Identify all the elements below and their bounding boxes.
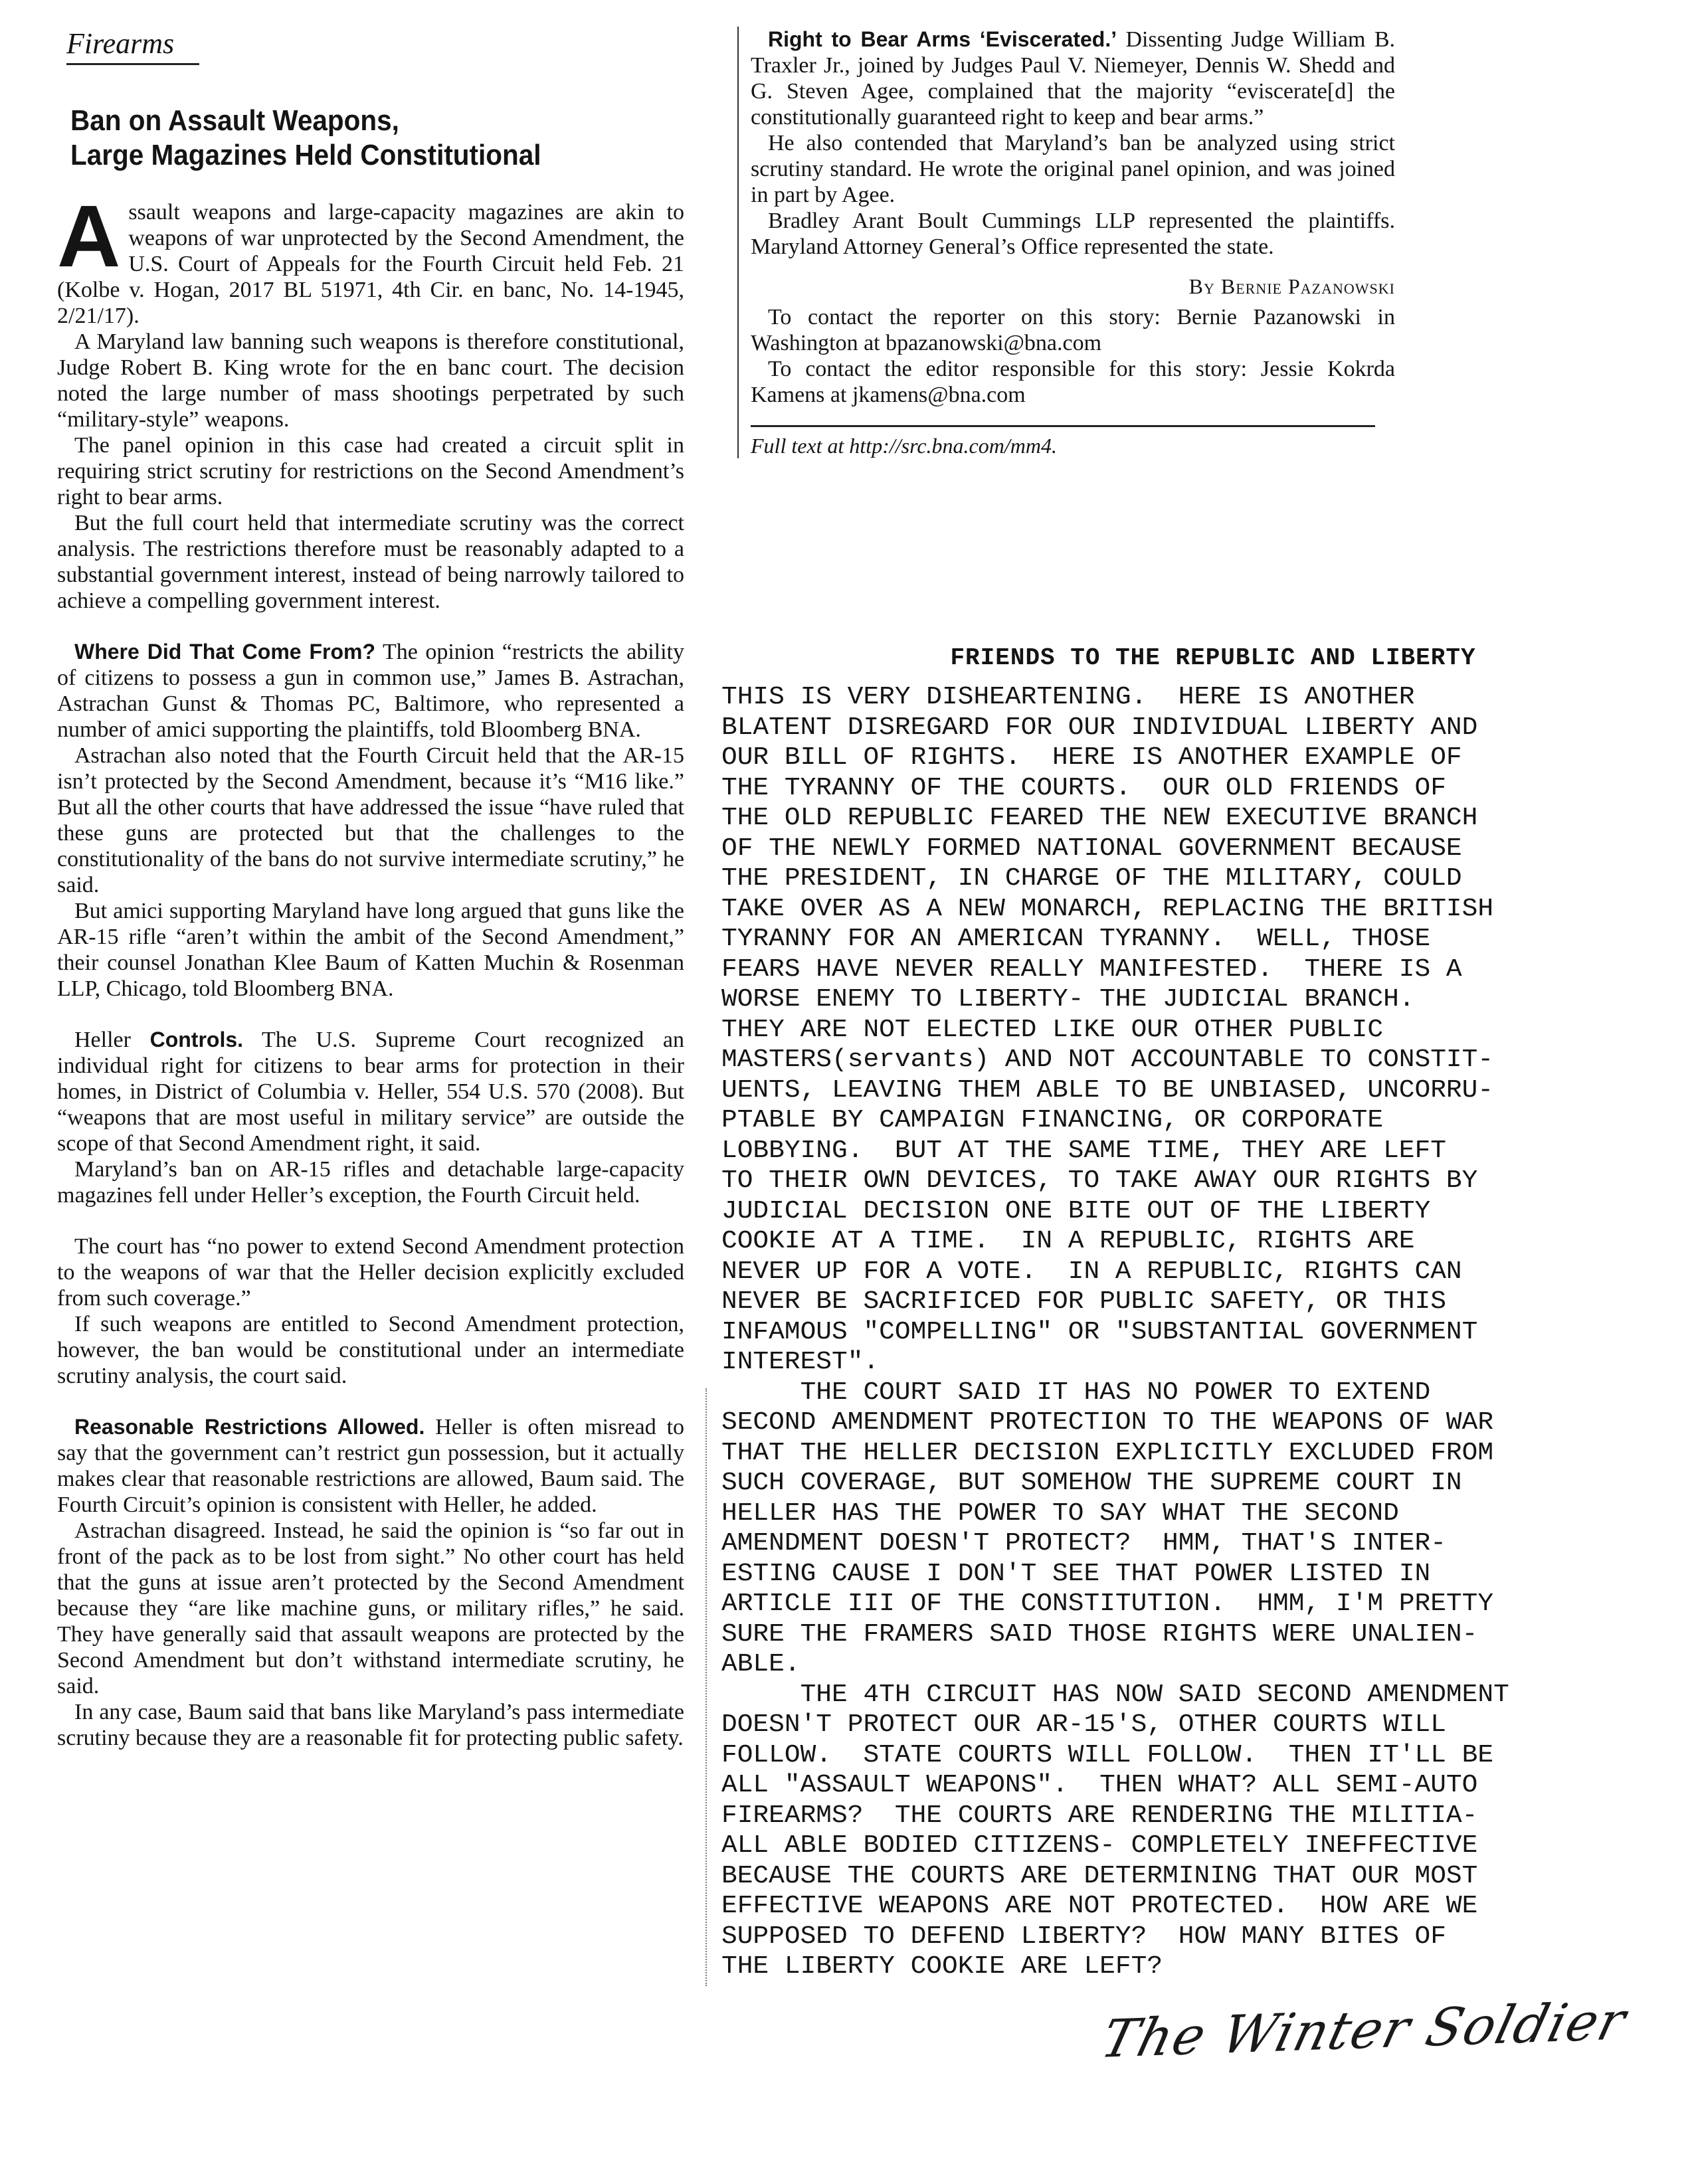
- letter-line: THE COURT SAID IT HAS NO POWER TO EXTEND: [721, 1378, 1431, 1407]
- letter-line: SURE THE FRAMERS SAID THOSE RIGHTS WERE UNALIEN-: [721, 1619, 1478, 1649]
- signature: The Winter Soldier: [1095, 1991, 1633, 2070]
- heller-section: [57, 1027, 684, 1156]
- paragraph: He also contended that Maryland’s ban be analyzed using strict scrutiny standard. He wrote the original panel opinion, and was joined in part by Agee.: [751, 131, 1395, 207]
- letter-line: NEVER BE SACRIFICED FOR PUBLIC SAFETY, OR THIS: [721, 1287, 1446, 1316]
- letter-line: DOESN'T PROTECT OUR AR-15'S, OTHER COURTS WILL: [721, 1710, 1446, 1739]
- letter-line: THE LIBERTY COOKIE ARE LEFT?: [721, 1952, 1163, 1981]
- paragraph-text: Dissenting Judge William B. Traxler Jr., joined by Judges Paul V. Niemeyer, Dennis W. Shedd and G. Steven Agee, complained that the majority “eviscerate[d] the constitutionally guaranteed right to keep and bear arms.”: [751, 27, 1395, 130]
- article-continuation: [721, 27, 1651, 458]
- letter-line: THAT THE HELLER DECISION EXPLICITLY EXCLUDED FROM: [721, 1438, 1494, 1467]
- paragraph: Maryland’s ban on AR-15 rifles and detachable large-capacity magazines fell under Heller’s exception, the Fourth Circuit held.: [57, 1157, 684, 1208]
- lead-paragraph: [57, 187, 684, 329]
- letter-line: TYRANNY FOR AN AMERICAN TYRANNY. WELL, THOSE: [721, 925, 1431, 953]
- section-label: Firearms: [66, 27, 199, 65]
- letter-line: ALL "ASSAULT WEAPONS". THEN WHAT? ALL SEMI-AUTO: [721, 1771, 1478, 1799]
- paragraph-text: Heller is often misread to say that the government can’t restrict gun possession, but it actually makes clear that reasonable restrictions are allowed, Baum said. The Fourth Circuit’s opinion is consistent with Heller, he added.: [57, 1415, 685, 1517]
- letter-line: BECAUSE THE COURTS ARE DETERMINING THAT OUR MOST: [721, 1861, 1478, 1890]
- paragraph-text: The U.S. Supreme Court recognized an individual right for citizens to bear arms for protection in their homes, in District of Columbia v. Heller, 554 U.S. 570 (2008). But “weapons that are most useful in military service” are outside the scope of that Second Amendment right, it said.: [57, 1028, 684, 1156]
- paragraph: Bradley Arant Boult Cummings LLP represented the plaintiffs. Maryland Attorney General’s Office represented the state.: [751, 209, 1395, 259]
- drop-cap: A: [57, 187, 121, 285]
- letter-line: NEVER UP FOR A VOTE. IN A REPUBLIC, RIGHTS CAN: [721, 1257, 1462, 1286]
- letter-line: TO THEIR OWN DEVICES, TO TAKE AWAY OUR RIGHTS BY: [721, 1166, 1478, 1195]
- paragraph: The court has “no power to extend Second Amendment protection to the weapons of war that the Heller decision explicitly excluded from such coverage.”: [57, 1234, 684, 1311]
- letter-line: ESTING CAUSE I DON'T SEE THAT POWER LISTED IN: [721, 1559, 1431, 1588]
- contact-reporter: To contact the reporter on this story: Bernie Pazanowski in Washington at bpazanowski@bna.com: [751, 305, 1395, 355]
- continuation-block: [737, 27, 1395, 458]
- letter-line: TAKE OVER AS A NEW MONARCH, REPLACING THE BRITISH: [721, 894, 1494, 923]
- subheading-reasonable: Reasonable Restrictions Allowed.: [74, 1415, 425, 1439]
- letter-line: THEY ARE NOT ELECTED LIKE OUR OTHER PUBLIC: [721, 1015, 1384, 1044]
- letter-line: LOBBYING. BUT AT THE SAME TIME, THEY ARE LEFT: [721, 1136, 1446, 1165]
- letter-line: UENTS, LEAVING THEM ABLE TO BE UNBIASED, UNCORRU-: [721, 1075, 1494, 1105]
- headline-line-1: Ban on Assault Weapons,: [70, 104, 399, 137]
- letter-line: THE OLD REPUBLIC FEARED THE NEW EXECUTIVE BRANCH: [721, 804, 1478, 832]
- byline: By Bernie Pazanowski: [1188, 274, 1395, 298]
- paragraph: But the full court held that intermediate scrutiny was the correct analysis. The restrictions therefore must be reasonably adapted to a substantial government interest, instead of being narrowly tailored to achieve a compelling government interest.: [57, 511, 684, 613]
- paragraph-text: The opinion “restricts the ability of citizens to possess a gun in common use,” James B. Astrachan, Astrachan Gunst & Thomas PC, Baltimore, who represented a number of amici supporting the plaintiffs, told Bloomberg BNA.: [57, 640, 684, 742]
- letter-line: BLATENT DISREGARD FOR OUR INDIVIDUAL LIBERTY AND: [721, 713, 1478, 742]
- letter-line: COOKIE AT A TIME. IN A REPUBLIC, RIGHTS ARE: [721, 1227, 1415, 1255]
- letter-body: [721, 682, 1689, 1982]
- paragraph: But amici supporting Maryland have long argued that guns like the AR-15 rifle “aren’t within the ambit of the Second Amendment,” their counsel Jonathan Klee Baum of Katten Muchin & Rosenman LLP, Chicago, told Bloomberg BNA.: [57, 899, 684, 1001]
- subheading-heller: Controls.: [149, 1028, 244, 1051]
- letter-line: WORSE ENEMY TO LIBERTY- THE JUDICIAL BRANCH.: [721, 985, 1415, 1014]
- letter-line: MASTERS(servants) AND NOT ACCOUNTABLE TO CONSTIT-: [721, 1046, 1494, 1074]
- contact-editor: To contact the editor responsible for this story: Jessie Kokrda Kamens at jkamens@bna.com: [751, 357, 1395, 407]
- letter-line: THE TYRANNY OF THE COURTS. OUR OLD FRIENDS OF: [721, 773, 1446, 802]
- paragraph: In any case, Baum said that bans like Maryland’s pass intermediate scrutiny because they are a reasonable fit for protecting public safety.: [57, 1700, 684, 1750]
- full-text-link: Full text at http://src.bna.com/mm4.: [751, 425, 1375, 458]
- letter-line: SUPPOSED TO DEFEND LIBERTY? HOW MANY BITES OF: [721, 1922, 1446, 1951]
- letter-line: ARTICLE III OF THE CONSTITUTION. HMM, I'M PRETTY: [721, 1590, 1494, 1618]
- paragraph: If such weapons are entitled to Second Amendment protection, however, the ban would be constitutional under an intermediate scrutiny analysis, the court said.: [57, 1312, 684, 1388]
- scan-margin-line: [706, 1388, 707, 1986]
- letter-line: INTEREST".: [721, 1348, 880, 1376]
- right-section: [751, 27, 1395, 130]
- reasonable-section: [57, 1414, 684, 1518]
- letter-line: PTABLE BY CAMPAIGN FINANCING, OR CORPORATE: [721, 1106, 1384, 1135]
- letter-line: FIREARMS? THE COURTS ARE RENDERING THE MILITIA-: [721, 1801, 1478, 1830]
- paragraph: The panel opinion in this case had created a circuit split in requiring strict scrutiny for restrictions on the Second Amendment’s right to bear arms.: [57, 433, 684, 509]
- article-column: [57, 27, 684, 1751]
- letter-line: THE 4TH CIRCUIT HAS NOW SAID SECOND AMENDMENT: [721, 1680, 1509, 1709]
- headline-line-2: Large Magazines Held Constitutional: [70, 139, 541, 171]
- paragraph: Astrachan also noted that the Fourth Circuit held that the AR-15 isn’t protected by the Second Amendment, because it’s “M16 like.” But all the other courts that have addressed the issue “have ruled that these guns are protected but that the challenges to the constitutionality of the bans do not survive intermediate scrutiny,” he said.: [57, 743, 684, 897]
- headline: [70, 104, 635, 173]
- letter-line: FOLLOW. STATE COURTS WILL FOLLOW. THEN IT'LL BE: [721, 1740, 1494, 1770]
- subheading-right-to-bear: Right to Bear Arms ‘Eviscerated.’: [768, 27, 1117, 51]
- typed-letter: [721, 644, 1651, 1982]
- letter-line: SECOND AMENDMENT PROTECTION TO THE WEAPONS OF WAR: [721, 1408, 1494, 1437]
- letter-line: SUCH COVERAGE, BUT SOMEHOW THE SUPREME COURT IN: [721, 1469, 1462, 1497]
- letter-line: JUDICIAL DECISION ONE BITE OUT OF THE LIBERTY: [721, 1196, 1431, 1226]
- letter-line: OUR BILL OF RIGHTS. HERE IS ANOTHER EXAMPLE OF: [721, 743, 1462, 772]
- subheading-heller-prefix: Heller: [74, 1028, 131, 1052]
- where-section: [57, 639, 684, 743]
- letter-line: ALL ABLE BODIED CITIZENS- COMPLETELY INEFFECTIVE: [721, 1831, 1478, 1860]
- paragraph: Astrachan disagreed. Instead, he said the opinion is “so far out in front of the pack as to be lost from sight.” No other court has held that the guns at issue aren’t protected by the Second Amendment because they “are like machine guns, or military rifles,” he said. They have generally said that assault weapons are protected by the Second Amendment but don’t withstand intermediate scrutiny, he said.: [57, 1518, 684, 1698]
- letter-line: FEARS HAVE NEVER REALLY MANIFESTED. THERE IS A: [721, 955, 1462, 984]
- paragraph: A Maryland law banning such weapons is therefore constitutional, Judge Robert B. King wrote for the en banc court. The decision noted the large number of mass shootings perpetrated by such “military-style” weapons.: [57, 329, 684, 432]
- letter-line: THIS IS VERY DISHEARTENING. HERE IS ANOTHER: [721, 683, 1415, 711]
- subheading-where: Where Did That Come From?: [74, 640, 376, 664]
- letter-line: EFFECTIVE WEAPONS ARE NOT PROTECTED. HOW ARE WE: [721, 1892, 1478, 1920]
- letter-line: THE PRESIDENT, IN CHARGE OF THE MILITARY, COULD: [721, 864, 1462, 893]
- letter-line: INFAMOUS "COMPELLING" OR "SUBSTANTIAL GOVERNMENT: [721, 1317, 1478, 1346]
- lead-text: ssault weapons and large-capacity magazines are akin to weapons of war unprotected by the Second Amendment, the U.S. Court of Appeals for the Fourth Circuit held Feb. 21 (Kolbe v. Hogan, 2017 BL 51971, 4th Cir. en banc, No. 14-1945, 2/21/17).: [57, 200, 684, 328]
- letter-line: OF THE NEWLY FORMED NATIONAL GOVERNMENT BECAUSE: [721, 834, 1462, 863]
- letter-line: HELLER HAS THE POWER TO SAY WHAT THE SECOND: [721, 1499, 1399, 1528]
- letter-line: AMENDMENT DOESN'T PROTECT? HMM, THAT'S INTER-: [721, 1529, 1446, 1558]
- letter-line: ABLE.: [721, 1650, 800, 1679]
- letter-title: FRIENDS TO THE REPUBLIC AND LIBERTY: [950, 644, 1476, 672]
